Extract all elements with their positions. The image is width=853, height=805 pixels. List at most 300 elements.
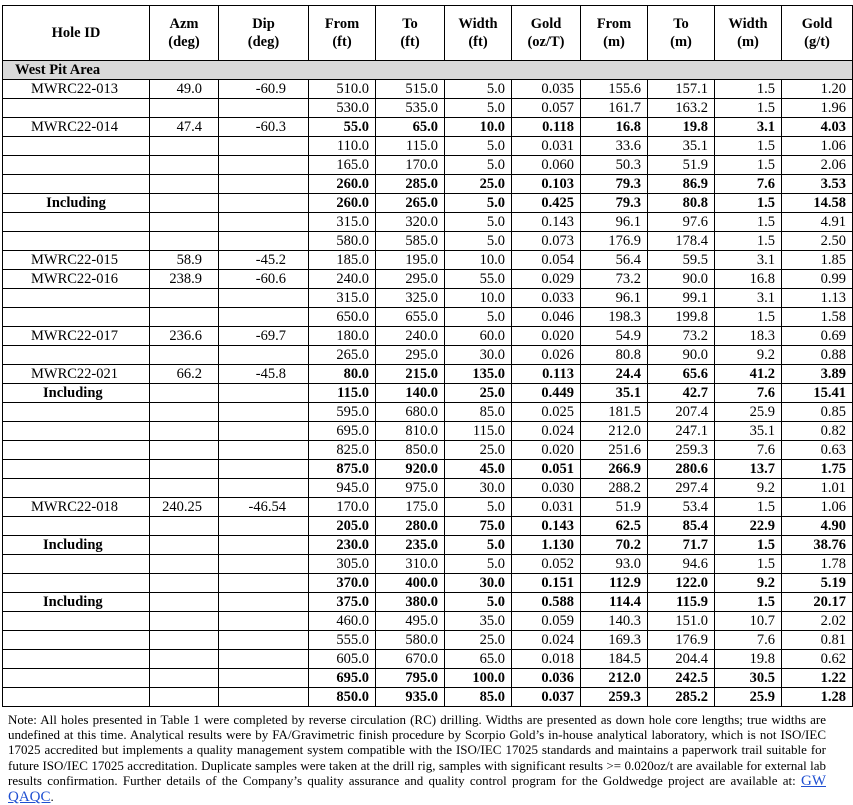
gold-ozt-cell: 0.024 (512, 422, 581, 441)
gold-ozt-cell: 0.103 (512, 175, 581, 194)
azm-cell (150, 422, 219, 441)
gold-gt-cell: 0.63 (782, 441, 853, 460)
to-ft-cell: 680.0 (376, 403, 445, 422)
to-m-cell: 199.8 (648, 308, 715, 327)
header-from-ft: From (ft) (309, 6, 376, 61)
table-row (3, 631, 853, 650)
table-row (3, 137, 853, 156)
from-ft-cell: 205.0 (309, 517, 376, 536)
from-ft-cell: 825.0 (309, 441, 376, 460)
gold-ozt-cell: 0.425 (512, 194, 581, 213)
to-m-cell: 280.6 (648, 460, 715, 479)
width-m-cell: 19.8 (715, 650, 782, 669)
width-ft-cell: 30.0 (445, 346, 512, 365)
gold-gt-cell: 0.81 (782, 631, 853, 650)
azm-cell (150, 137, 219, 156)
hole-id-cell (3, 555, 150, 574)
azm-cell (150, 688, 219, 707)
to-m-cell: 90.0 (648, 346, 715, 365)
width-ft-cell: 5.0 (445, 156, 512, 175)
to-ft-cell: 920.0 (376, 460, 445, 479)
to-m-cell: 42.7 (648, 384, 715, 403)
width-ft-cell: 35.0 (445, 612, 512, 631)
section-row (3, 61, 853, 80)
table-row (3, 688, 853, 707)
azm-cell (150, 346, 219, 365)
to-m-cell: 99.1 (648, 289, 715, 308)
width-m-cell: 25.9 (715, 688, 782, 707)
header-dip: Dip (deg) (219, 6, 309, 61)
gold-gt-cell: 0.85 (782, 403, 853, 422)
table-row (3, 422, 853, 441)
to-m-cell: 178.4 (648, 232, 715, 251)
gold-gt-cell: 14.58 (782, 194, 853, 213)
hole-id-cell (3, 422, 150, 441)
header-row (3, 6, 853, 61)
width-m-cell: 1.5 (715, 99, 782, 118)
from-ft-cell: 170.0 (309, 498, 376, 517)
to-ft-cell: 170.0 (376, 156, 445, 175)
hole-id-cell (3, 669, 150, 688)
from-ft-cell: 230.0 (309, 536, 376, 555)
dip-cell (219, 536, 309, 555)
hole-id-cell: MWRC22-018 (3, 498, 150, 517)
azm-cell (150, 175, 219, 194)
from-ft-cell: 650.0 (309, 308, 376, 327)
gold-ozt-cell: 0.031 (512, 498, 581, 517)
azm-cell (150, 669, 219, 688)
gold-gt-cell: 2.02 (782, 612, 853, 631)
hole-id-cell: MWRC22-016 (3, 270, 150, 289)
width-m-cell: 18.3 (715, 327, 782, 346)
header-width-m: Width (m) (715, 6, 782, 61)
hole-id-cell (3, 688, 150, 707)
gold-ozt-cell: 0.024 (512, 631, 581, 650)
to-ft-cell: 655.0 (376, 308, 445, 327)
table-row (3, 555, 853, 574)
from-m-cell: 96.1 (581, 289, 648, 308)
gold-ozt-cell: 0.143 (512, 517, 581, 536)
table-row (3, 327, 853, 346)
to-ft-cell: 495.0 (376, 612, 445, 631)
gold-gt-cell: 4.90 (782, 517, 853, 536)
width-ft-cell: 45.0 (445, 460, 512, 479)
hole-id-cell: MWRC22-017 (3, 327, 150, 346)
header-gold-gt: Gold (g/t) (782, 6, 853, 61)
azm-cell (150, 574, 219, 593)
gold-gt-cell: 1.28 (782, 688, 853, 707)
to-m-cell: 71.7 (648, 536, 715, 555)
gold-gt-cell: 2.50 (782, 232, 853, 251)
gold-gt-cell: 2.06 (782, 156, 853, 175)
header-to-m: To (m) (648, 6, 715, 61)
including-label: Including (3, 384, 150, 403)
dip-cell (219, 555, 309, 574)
gold-gt-cell: 4.03 (782, 118, 853, 137)
gold-ozt-cell: 1.130 (512, 536, 581, 555)
to-ft-cell: 65.0 (376, 118, 445, 137)
hole-id-cell (3, 441, 150, 460)
footnote-text: Note: All holes presented in Table 1 were completed by reverse circulation (RC) drilling. Widths are presented as down hole core lengths; true widths are undefined at this time. Analytical results were by FA/Gravimetric finish procedure by Scorpio Gold’s in-house analytical laboratory, which is not ISO/IEC 17025 accredited but implements a quality management system compatible with the ISO/IEC 17025 standards and maintains a paperwork trail suitable for future ISO/IEC 17025 accreditation. Duplicate samples were taken at the drill rig, samples with significant results >= 0.020oz/t are available for external lab results confirmation. Further details of the Company’s quality assurance and quality control program for the Goldwedge project are available at: (8, 712, 826, 788)
dip-cell (219, 232, 309, 251)
dip-cell: -46.54 (219, 498, 309, 517)
to-ft-cell: 265.0 (376, 194, 445, 213)
gold-ozt-cell: 0.057 (512, 99, 581, 118)
table-row (3, 213, 853, 232)
from-m-cell: 33.6 (581, 137, 648, 156)
azm-cell (150, 441, 219, 460)
from-ft-cell: 80.0 (309, 365, 376, 384)
from-m-cell: 114.4 (581, 593, 648, 612)
table-row (3, 118, 853, 137)
to-m-cell: 207.4 (648, 403, 715, 422)
azm-cell (150, 232, 219, 251)
hole-id-cell (3, 517, 150, 536)
dip-cell (219, 612, 309, 631)
hole-id-cell (3, 308, 150, 327)
dip-cell (219, 441, 309, 460)
from-ft-cell: 315.0 (309, 289, 376, 308)
from-ft-cell: 180.0 (309, 327, 376, 346)
hole-id-cell (3, 460, 150, 479)
to-ft-cell: 380.0 (376, 593, 445, 612)
gold-ozt-cell: 0.449 (512, 384, 581, 403)
width-ft-cell: 5.0 (445, 498, 512, 517)
dip-cell (219, 346, 309, 365)
width-ft-cell: 85.0 (445, 403, 512, 422)
gold-ozt-cell: 0.030 (512, 479, 581, 498)
to-ft-cell: 310.0 (376, 555, 445, 574)
from-ft-cell: 375.0 (309, 593, 376, 612)
width-m-cell: 30.5 (715, 669, 782, 688)
including-label: Including (3, 536, 150, 555)
width-m-cell: 22.9 (715, 517, 782, 536)
width-ft-cell: 5.0 (445, 80, 512, 99)
hole-id-cell (3, 346, 150, 365)
azm-cell (150, 555, 219, 574)
gold-gt-cell: 1.06 (782, 137, 853, 156)
table-row (3, 479, 853, 498)
dip-cell (219, 289, 309, 308)
header-hole-id: Hole ID (3, 6, 150, 61)
footnote-end: . (50, 789, 54, 805)
section-title: West Pit Area (3, 61, 853, 80)
azm-cell: 49.0 (150, 80, 219, 99)
to-m-cell: 115.9 (648, 593, 715, 612)
qaqc-link[interactable]: GW QAQC (8, 772, 826, 805)
from-m-cell: 73.2 (581, 270, 648, 289)
to-m-cell: 242.5 (648, 669, 715, 688)
from-m-cell: 93.0 (581, 555, 648, 574)
gold-gt-cell: 1.58 (782, 308, 853, 327)
azm-cell: 66.2 (150, 365, 219, 384)
table-row (3, 251, 853, 270)
gold-gt-cell: 3.89 (782, 365, 853, 384)
hole-id-cell (3, 156, 150, 175)
hole-id-cell (3, 232, 150, 251)
azm-cell (150, 517, 219, 536)
table-row (3, 308, 853, 327)
from-m-cell: 176.9 (581, 232, 648, 251)
gold-gt-cell: 1.06 (782, 498, 853, 517)
width-m-cell: 3.1 (715, 118, 782, 137)
from-m-cell: 35.1 (581, 384, 648, 403)
hole-id-cell: MWRC22-021 (3, 365, 150, 384)
gold-ozt-cell: 0.020 (512, 327, 581, 346)
width-m-cell: 9.2 (715, 346, 782, 365)
gold-gt-cell: 0.82 (782, 422, 853, 441)
width-m-cell: 16.8 (715, 270, 782, 289)
to-ft-cell: 320.0 (376, 213, 445, 232)
table-row (3, 175, 853, 194)
to-m-cell: 51.9 (648, 156, 715, 175)
gold-gt-cell: 3.53 (782, 175, 853, 194)
table-row (3, 441, 853, 460)
hole-id-cell (3, 479, 150, 498)
to-m-cell: 97.6 (648, 213, 715, 232)
dip-cell (219, 403, 309, 422)
to-m-cell: 80.8 (648, 194, 715, 213)
hole-id-cell: MWRC22-015 (3, 251, 150, 270)
to-ft-cell: 400.0 (376, 574, 445, 593)
gold-ozt-cell: 0.052 (512, 555, 581, 574)
header-azm: Azm (deg) (150, 6, 219, 61)
azm-cell: 240.25 (150, 498, 219, 517)
width-ft-cell: 5.0 (445, 194, 512, 213)
azm-cell (150, 384, 219, 403)
to-ft-cell: 935.0 (376, 688, 445, 707)
from-ft-cell: 945.0 (309, 479, 376, 498)
width-m-cell: 1.5 (715, 593, 782, 612)
azm-cell: 58.9 (150, 251, 219, 270)
header-to-ft: To (ft) (376, 6, 445, 61)
gold-ozt-cell: 0.060 (512, 156, 581, 175)
to-ft-cell: 235.0 (376, 536, 445, 555)
dip-cell (219, 650, 309, 669)
from-ft-cell: 115.0 (309, 384, 376, 403)
table-row (3, 460, 853, 479)
from-ft-cell: 850.0 (309, 688, 376, 707)
gold-gt-cell: 4.91 (782, 213, 853, 232)
to-ft-cell: 850.0 (376, 441, 445, 460)
gold-gt-cell: 38.76 (782, 536, 853, 555)
width-m-cell: 41.2 (715, 365, 782, 384)
width-m-cell: 3.1 (715, 251, 782, 270)
gold-gt-cell: 0.69 (782, 327, 853, 346)
width-m-cell: 1.5 (715, 308, 782, 327)
hole-id-cell: MWRC22-013 (3, 80, 150, 99)
width-m-cell: 1.5 (715, 536, 782, 555)
azm-cell (150, 213, 219, 232)
width-ft-cell: 5.0 (445, 232, 512, 251)
width-ft-cell: 5.0 (445, 555, 512, 574)
gold-ozt-cell: 0.018 (512, 650, 581, 669)
gold-ozt-cell: 0.054 (512, 251, 581, 270)
width-m-cell: 25.9 (715, 403, 782, 422)
gold-gt-cell: 0.62 (782, 650, 853, 669)
dip-cell (219, 479, 309, 498)
dip-cell: -60.9 (219, 80, 309, 99)
table-row (3, 289, 853, 308)
azm-cell (150, 650, 219, 669)
from-m-cell: 24.4 (581, 365, 648, 384)
width-ft-cell: 60.0 (445, 327, 512, 346)
table-row (3, 80, 853, 99)
to-m-cell: 59.5 (648, 251, 715, 270)
width-ft-cell: 135.0 (445, 365, 512, 384)
width-ft-cell: 10.0 (445, 289, 512, 308)
from-ft-cell: 370.0 (309, 574, 376, 593)
dip-cell (219, 460, 309, 479)
width-m-cell: 9.2 (715, 574, 782, 593)
to-m-cell: 90.0 (648, 270, 715, 289)
to-ft-cell: 670.0 (376, 650, 445, 669)
gold-ozt-cell: 0.035 (512, 80, 581, 99)
width-ft-cell: 25.0 (445, 441, 512, 460)
to-m-cell: 65.6 (648, 365, 715, 384)
gold-gt-cell: 15.41 (782, 384, 853, 403)
gold-ozt-cell: 0.046 (512, 308, 581, 327)
from-ft-cell: 530.0 (309, 99, 376, 118)
gold-ozt-cell: 0.020 (512, 441, 581, 460)
from-ft-cell: 555.0 (309, 631, 376, 650)
gold-gt-cell: 1.75 (782, 460, 853, 479)
hole-id-cell (3, 650, 150, 669)
hole-id-cell (3, 631, 150, 650)
dip-cell (219, 593, 309, 612)
width-m-cell: 7.6 (715, 441, 782, 460)
table-row (3, 574, 853, 593)
width-ft-cell: 5.0 (445, 593, 512, 612)
azm-cell: 47.4 (150, 118, 219, 137)
to-m-cell: 122.0 (648, 574, 715, 593)
to-ft-cell: 285.0 (376, 175, 445, 194)
hole-id-cell (3, 175, 150, 194)
width-ft-cell: 30.0 (445, 574, 512, 593)
dip-cell (219, 688, 309, 707)
azm-cell (150, 479, 219, 498)
width-m-cell: 7.6 (715, 631, 782, 650)
dip-cell: -45.2 (219, 251, 309, 270)
to-ft-cell: 240.0 (376, 327, 445, 346)
width-m-cell: 35.1 (715, 422, 782, 441)
width-ft-cell: 75.0 (445, 517, 512, 536)
to-m-cell: 53.4 (648, 498, 715, 517)
table-row (3, 498, 853, 517)
azm-cell (150, 403, 219, 422)
width-m-cell: 1.5 (715, 80, 782, 99)
width-ft-cell: 5.0 (445, 213, 512, 232)
table-row (3, 156, 853, 175)
from-m-cell: 16.8 (581, 118, 648, 137)
to-m-cell: 35.1 (648, 137, 715, 156)
azm-cell (150, 536, 219, 555)
to-m-cell: 151.0 (648, 612, 715, 631)
to-m-cell: 204.4 (648, 650, 715, 669)
width-m-cell: 7.6 (715, 384, 782, 403)
to-ft-cell: 535.0 (376, 99, 445, 118)
to-m-cell: 73.2 (648, 327, 715, 346)
width-m-cell: 3.1 (715, 289, 782, 308)
gold-ozt-cell: 0.073 (512, 232, 581, 251)
from-ft-cell: 265.0 (309, 346, 376, 365)
width-ft-cell: 30.0 (445, 479, 512, 498)
header-gold-ozt: Gold (oz/T) (512, 6, 581, 61)
width-ft-cell: 100.0 (445, 669, 512, 688)
gold-gt-cell: 1.20 (782, 80, 853, 99)
width-ft-cell: 5.0 (445, 99, 512, 118)
from-m-cell: 79.3 (581, 175, 648, 194)
to-ft-cell: 795.0 (376, 669, 445, 688)
gold-gt-cell: 5.19 (782, 574, 853, 593)
to-m-cell: 297.4 (648, 479, 715, 498)
table-row (3, 99, 853, 118)
from-m-cell: 140.3 (581, 612, 648, 631)
dip-cell (219, 517, 309, 536)
azm-cell: 236.6 (150, 327, 219, 346)
from-m-cell: 62.5 (581, 517, 648, 536)
dip-cell (219, 384, 309, 403)
width-ft-cell: 65.0 (445, 650, 512, 669)
from-m-cell: 56.4 (581, 251, 648, 270)
gold-gt-cell: 1.85 (782, 251, 853, 270)
hole-id-cell (3, 403, 150, 422)
from-ft-cell: 695.0 (309, 669, 376, 688)
gold-ozt-cell: 0.036 (512, 669, 581, 688)
to-m-cell: 94.6 (648, 555, 715, 574)
azm-cell (150, 593, 219, 612)
dip-cell (219, 213, 309, 232)
to-ft-cell: 175.0 (376, 498, 445, 517)
gold-gt-cell: 1.78 (782, 555, 853, 574)
width-ft-cell: 5.0 (445, 536, 512, 555)
from-ft-cell: 260.0 (309, 194, 376, 213)
width-m-cell: 1.5 (715, 555, 782, 574)
gold-ozt-cell: 0.143 (512, 213, 581, 232)
dip-cell: -60.6 (219, 270, 309, 289)
to-ft-cell: 115.0 (376, 137, 445, 156)
to-m-cell: 285.2 (648, 688, 715, 707)
from-ft-cell: 185.0 (309, 251, 376, 270)
gold-ozt-cell: 0.025 (512, 403, 581, 422)
dip-cell (219, 175, 309, 194)
dip-cell (219, 156, 309, 175)
gold-ozt-cell: 0.033 (512, 289, 581, 308)
gold-ozt-cell: 0.113 (512, 365, 581, 384)
width-ft-cell: 85.0 (445, 688, 512, 707)
azm-cell (150, 289, 219, 308)
to-ft-cell: 585.0 (376, 232, 445, 251)
table-row (3, 384, 853, 403)
width-ft-cell: 5.0 (445, 308, 512, 327)
width-m-cell: 1.5 (715, 156, 782, 175)
table-row (3, 232, 853, 251)
width-m-cell: 7.6 (715, 175, 782, 194)
gold-ozt-cell: 0.026 (512, 346, 581, 365)
from-m-cell: 50.3 (581, 156, 648, 175)
width-m-cell: 13.7 (715, 460, 782, 479)
hole-id-cell (3, 612, 150, 631)
from-m-cell: 212.0 (581, 669, 648, 688)
from-m-cell: 181.5 (581, 403, 648, 422)
to-ft-cell: 280.0 (376, 517, 445, 536)
dip-cell (219, 137, 309, 156)
azm-cell (150, 460, 219, 479)
azm-cell (150, 631, 219, 650)
to-m-cell: 157.1 (648, 80, 715, 99)
from-m-cell: 169.3 (581, 631, 648, 650)
from-m-cell: 251.6 (581, 441, 648, 460)
